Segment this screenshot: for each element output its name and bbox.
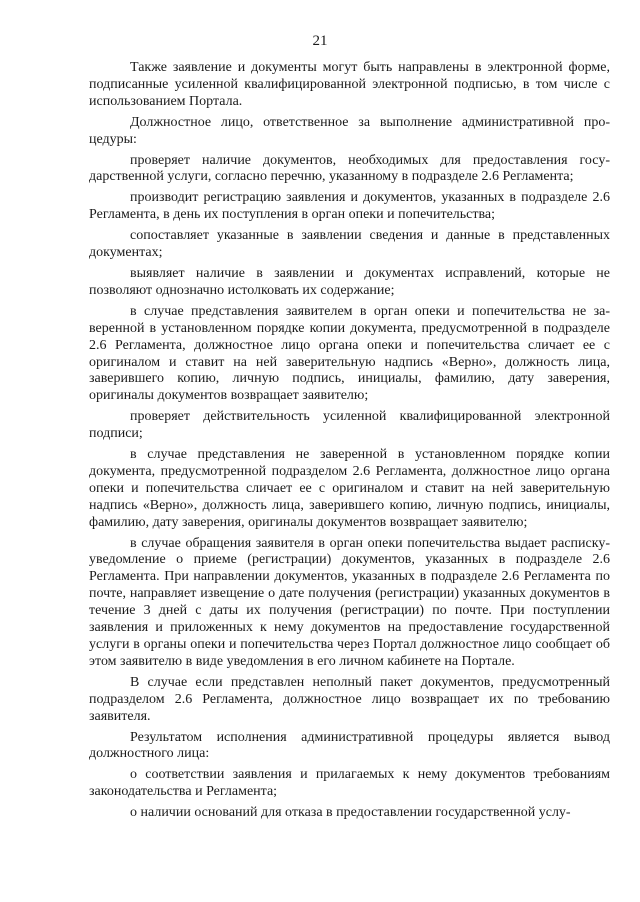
paragraph: Также заявление и документы могут быть направлены в электронной форме, подписанные усиленной квалифицированной электронной подписью, в том числе с использованием Портала. [89, 60, 610, 109]
paragraph: сопоставляет указанные в заявлении сведения и данные в представленных документах; [89, 228, 610, 261]
document-body [89, 60, 610, 826]
paragraph: в случае представления не заверенной в установленном порядке копии документа, предусмотренной подразделом 2.6 Регламента, должностное лицо органа опеки и попечительства сличает ее с оригиналом и ставит на ней заверительную надпись «Верно», должность лица, заверившего копию, личную подпись, инициалы, фамилию, дату заверения, оригиналы документов возвращает заявителю; [89, 447, 610, 530]
paragraph: в случае обращения заявителя в орган опеки попечительства выдает расписку-уведомление о приеме (регистрации) документов, указанных в подразделе 2.6 Регламента. При направлении документов, указанных в подразделе 2.6 Регламента по почте, направляет извещение о дате получения (регистрации) указанных документов в течение 3 дней с даты их получения (регистрации) по почте. При поступлении заявления и приложенных к нему документов на предоставление государственной услуги в органы опеки и попечительства через Портал должностное лицо сообщает об этом заявителю в виде уведомления в его личном кабинете на Портале. [89, 535, 610, 669]
paragraph: Результатом исполнения административной процедуры является вывод должностного лица: [89, 729, 610, 762]
paragraph: проверяет наличие документов, необходимых для предоставления государственной услуги, согласно перечню, указанному в подразделе 2.6 Регламента; [89, 152, 610, 185]
paragraph: производит регистрацию заявления и документов, указанных в подразделе 2.6 Регламента, в день их поступления в орган опеки и попечительства; [89, 190, 610, 223]
paragraph: в случае представления заявителем в орган опеки и попечительства не заверенной в установленном порядке копии документа, предусмотренной в подразделе 2.6 Регламента, должностное лицо органа опеки и попечительства сличает ее с оригиналом и ставит на ней заверительную надпись «Верно», должность лица, заверившего копию, личную подпись, инициалы, фамилию, дату заверения, оригиналы документов возвращает заявителю; [89, 303, 610, 404]
page-number: 21 [312, 33, 328, 49]
paragraph: В случае если представлен неполный пакет документов, предусмотренный подразделом 2.6 Регламента, должностное лицо возвращает их по требованию заявителя. [89, 674, 610, 724]
paragraph: выявляет наличие в заявлении и документах исправлений, которые не позволяют однозначно истолковать их содержание; [89, 265, 610, 298]
paragraph: проверяет действительность усиленной квалифицированной электронной подписи; [89, 409, 610, 442]
paragraph: о соответствии заявления и прилагаемых к нему документов требованиям законодательства и Регламента; [89, 767, 610, 800]
paragraph: Должностное лицо, ответственное за выполнение административной процедуры: [89, 114, 610, 147]
paragraph: о наличии оснований для отказа в предоставлении государственной услу- [130, 805, 571, 821]
